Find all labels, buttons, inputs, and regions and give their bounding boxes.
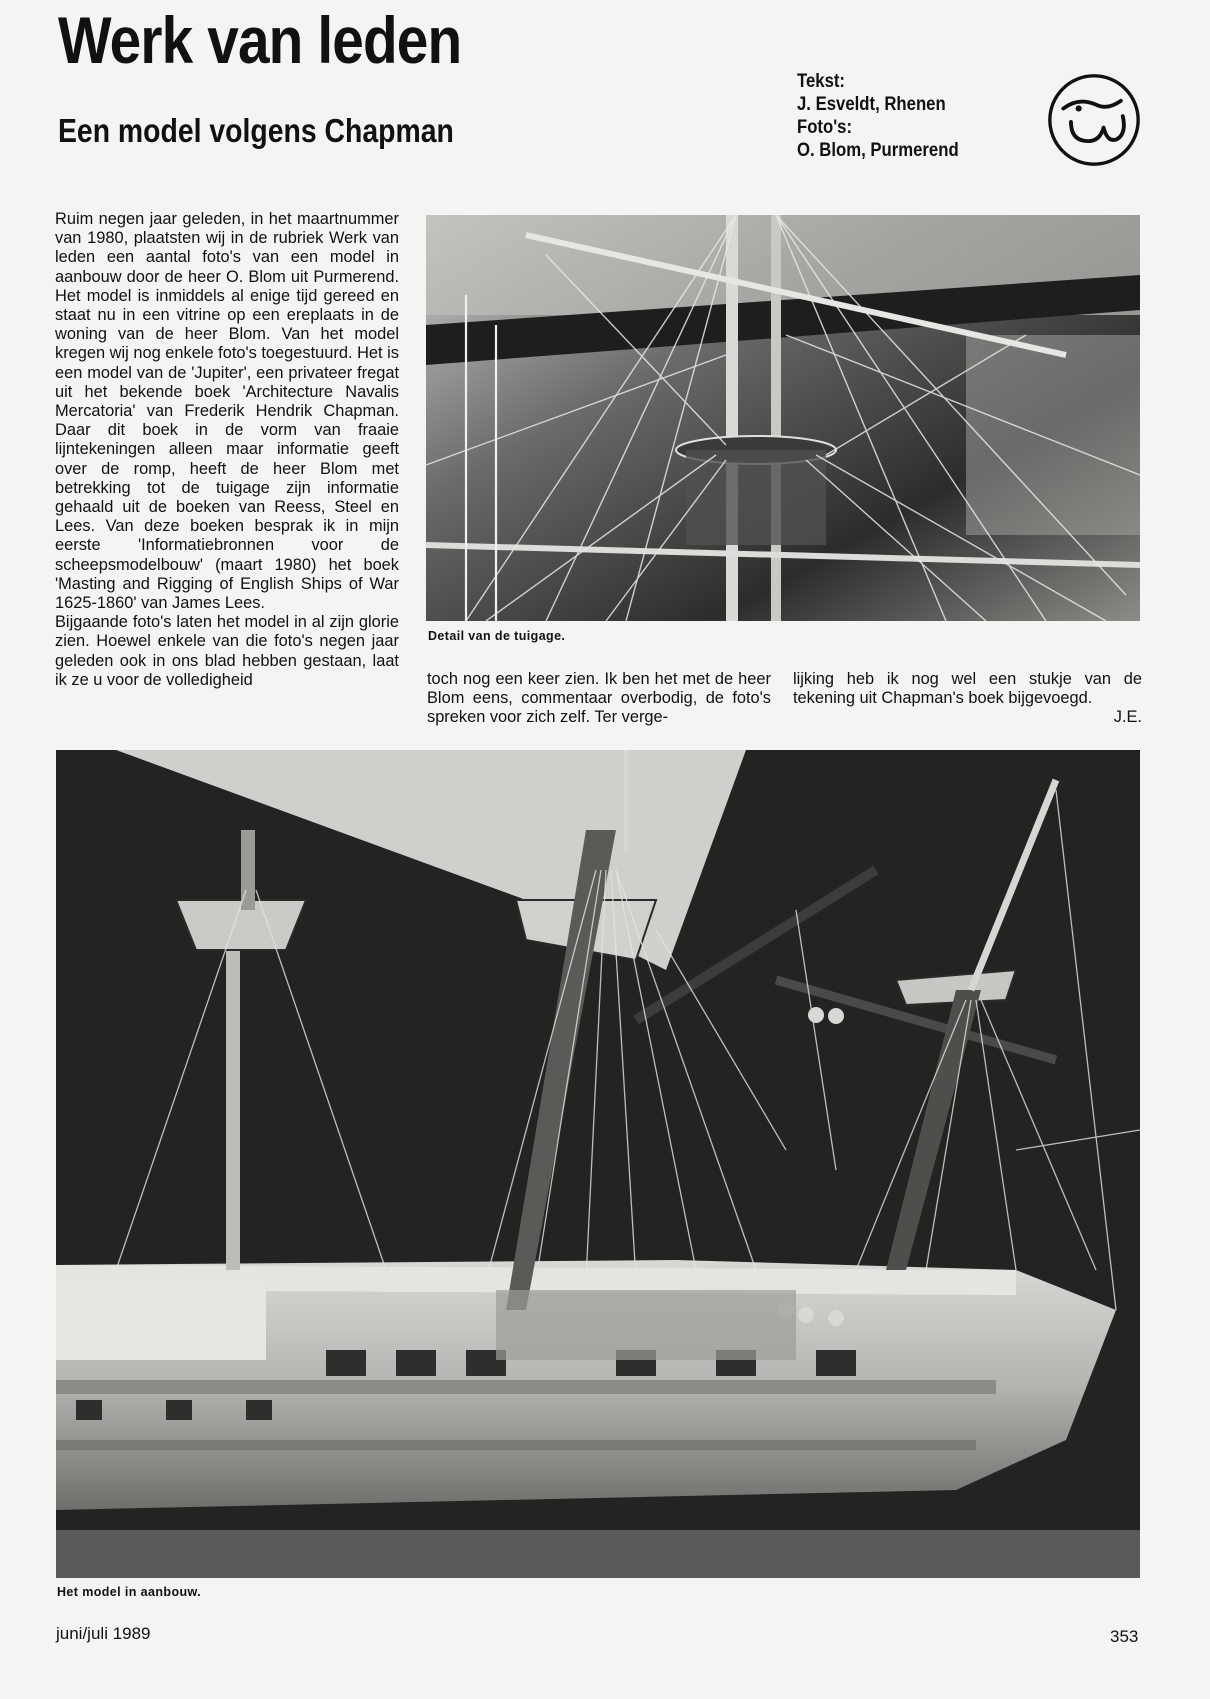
rigging-detail-photo bbox=[426, 215, 1140, 621]
page-number: 353 bbox=[1110, 1627, 1139, 1646]
article-column-2: toch nog een keer zien. Ik ben het met de heer Blom eens, commentaar overbodig, de foto's spreken voor zich zelf. Ter verge- bbox=[427, 670, 771, 727]
ship-model-photo bbox=[56, 750, 1140, 1578]
article-paragraph: Bijgaande foto's laten het model in al zijn glorie zien. Hoewel enkele van die foto's negen jaar geleden ook in ons blad hebben gestaan, laat ik ze u voor de volledigheid bbox=[55, 613, 399, 689]
author-initials: J.E. bbox=[1113, 708, 1142, 727]
article-intro-column bbox=[55, 210, 399, 690]
article-paragraph: Ruim negen jaar geleden, in het maartnummer van 1980, plaatsten wij in de rubriek Werk van leden een aantal foto's van een model in aanbouw door de heer O. Blom uit Purmerend. Het model is inmiddels al enige tijd gereed en staat nu in een vitrine op een ereplaats in de woning van de heer Blom. Van het model kregen wij nog enkele foto's toegestuurd. Het is een model van de 'Jupiter', een privateer fregat uit het bekende boek 'Architecture Navalis Mercatoria' van Frederik Hendrik Chapman. Daar dit boek in de vorm van fraaie lijntekeningen alleen maar informatie geeft over de romp, heeft de heer Blom met betrekking tot de tuigage zijn informatie gehaald uit de boeken van Reess, Steel en Lees. Van deze boeken besprak ik in mijn eerste 'Informatiebronnen voor de scheepsmodelbouw' (maart 1980) het boek 'Masting and Rigging of English Ships of War 1625-1860' van James Lees. bbox=[55, 210, 399, 613]
text-credit-author: J. Esveldt, Rhenen bbox=[797, 94, 946, 115]
page-title: Werk van leden bbox=[58, 3, 462, 77]
issue-date: juni/juli 1989 bbox=[56, 1624, 151, 1643]
rigging-photo-caption: Detail van de tuigage. bbox=[428, 629, 566, 643]
photo-credit-label: Foto's: bbox=[797, 117, 853, 138]
ship-photo-caption: Het model in aanbouw. bbox=[57, 1585, 202, 1599]
article-column-3 bbox=[793, 670, 1142, 728]
text-credit-label: Tekst: bbox=[797, 71, 846, 92]
society-logo-icon bbox=[1046, 72, 1142, 168]
photo-credit-author: O. Blom, Purmerend bbox=[797, 140, 959, 161]
page-subtitle: Een model volgens Chapman bbox=[58, 112, 454, 149]
credits bbox=[797, 70, 959, 162]
article-paragraph: lijking heb ik nog wel een stukje van de tekening uit Chapman's boek bijgevoegd. bbox=[793, 670, 1142, 708]
